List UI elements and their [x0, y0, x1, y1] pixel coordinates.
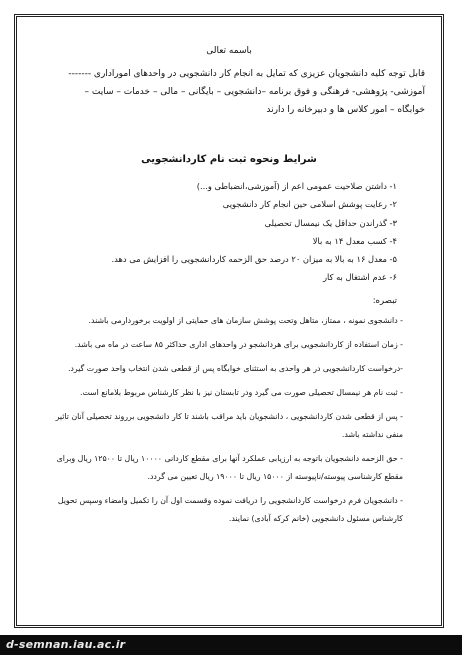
document-page — [14, 14, 444, 628]
notes-list — [41, 312, 403, 534]
section-subtitle: شرایط ونحوه ثبت نام کاردانشجویی — [141, 154, 317, 165]
note-item: - ثبت نام هر نیمسال تحصیلی صورت می گیرد ودر تابستان نیز با نظر کارشناس مربوط بلامانع است. — [79, 388, 403, 397]
condition-item: ۴- کسب معدل ۱۴ به بالا — [312, 235, 397, 246]
condition-item: ۳- گذراندن حداقل یک نیمسال تحصیلی — [264, 217, 397, 228]
note-item: - دانشجویان فرم درخواست کاردانشجویی را دریافت نموده وقسمت اول آن را تکمیل وامضاء وسپس تحویل کارشناس مسئول دانشجویی (خانم کرکه آبادی) نمایند. — [57, 496, 403, 523]
footer-watermark: d-semnan.iau.ac.ir — [6, 638, 126, 651]
condition-item: ۲- رعایت پوشش اسلامی حین انجام کار دانشجویی — [222, 199, 397, 210]
note-item: - پس از قطعی شدن کاردانشجویی ، دانشجویان باید مراقب باشند تا کار دانشجویی برروند تحصیلی آنان تاثیر منفی نداشته باشد. — [55, 412, 403, 439]
note-item: - زمان استفاده از کاردانشجویی برای هردانشجو در واحدهای اداری حداکثر ۸۵ ساعت در ماه می باشد. — [74, 340, 403, 349]
conditions-list — [47, 177, 397, 287]
note-item: - دانشجوی نمونه ، ممتاز، متاهل وتحت پوشش سازمان های حمایتی از اولویت برخوردارمی باشند. — [88, 316, 403, 325]
note-label: تبصره: — [372, 296, 397, 306]
condition-item: ۵- معدل ۱۶ به بالا به میزان ۲۰ درصد حق الزحمه کاردانشجویی را افزایش می دهد. — [111, 254, 397, 265]
intro-paragraph: قابل توجه کلیه دانشجویان عزیزی که تمایل به انجام کار دانشجویی در واحدهای اموراداری ------- آموزشی- پژوهشی- فرهنگی و فوق برنامه –دانشجویی – بایگانی – مالی – خدمات – سایت – خوابگاه – امور کلاس ها و دبیرخانه را دارند — [68, 69, 425, 115]
condition-item: ۱- داشتن صلاحیت عمومی اعم از (آموزشی،انضباطی و...) — [196, 181, 397, 191]
document-heading: باسمه تعالی — [206, 46, 252, 56]
note-item: -درخواست کاردانشجویی در هر واحدی به استثنای خوابگاه پس از قطعی شدن انتخاب واحد صورت گیرد. — [67, 364, 403, 373]
footer-bar — [0, 635, 462, 655]
note-item: - حق الزحمه دانشجویان باتوجه به ارزیابی عملکرد آنها برای مقطع کاردانی ۱۰۰۰۰ ریال تا ۱۲۵۰۰ ریال وبرای مقطع کارشناسی پیوسته/ناپیوسته از ۱۵۰۰۰ ریال تا ۱۹۰۰۰ ریال تعیین می گردد. — [56, 454, 403, 481]
condition-item: ۶- عدم اشتغال به کار — [322, 272, 397, 283]
